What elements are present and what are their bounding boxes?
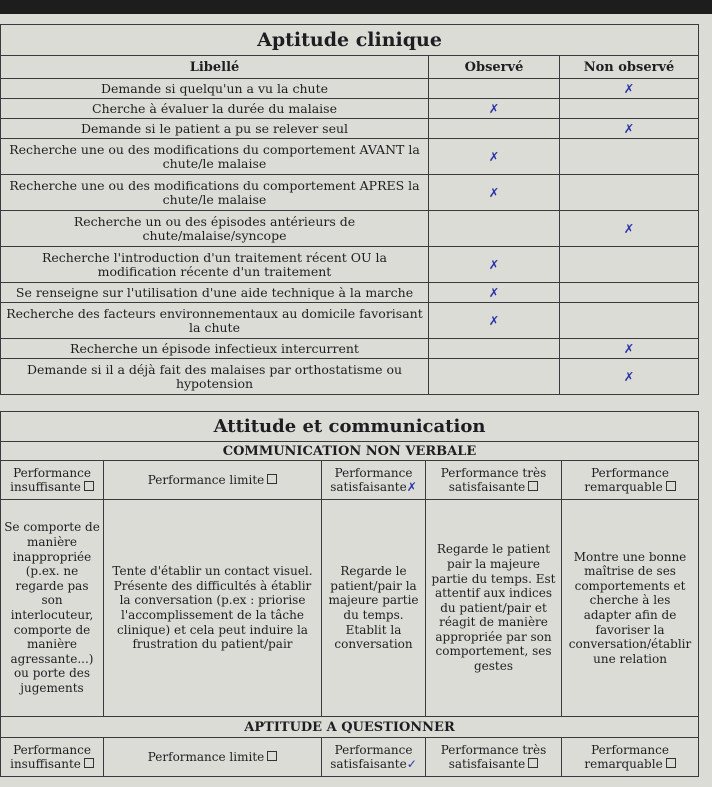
table-row <box>1 99 699 119</box>
table-row <box>1 79 699 99</box>
row-label: Recherche des facteurs environnementaux au domicile favorisant la chute <box>1 303 429 339</box>
non-observe-cell[interactable]: ✗ <box>560 119 699 139</box>
non-observe-cell[interactable]: ✗ <box>560 339 699 359</box>
section-nonverbale: COMMUNICATION NON VERBALE <box>1 442 699 461</box>
observe-cell[interactable]: ✗ <box>429 99 560 119</box>
descriptions-row <box>1 500 699 717</box>
level-label: Performance remarquable <box>584 466 669 494</box>
checkbox[interactable] <box>267 751 277 761</box>
observe-cell[interactable]: ✗ <box>429 175 560 211</box>
row-label: Recherche un ou des épisodes antérieurs de chute/malaise/syncope <box>1 211 429 247</box>
level-label: Performance insuffisante <box>10 743 91 771</box>
col-libelle: Libellé <box>1 56 429 79</box>
row-label: Recherche une ou des modifications du comportement APRES la chute/le malaise <box>1 175 429 211</box>
description-cell: Regarde le patient pair la majeure partie du temps. Est attentif aux indices du patient/pair et réagit de manière appropriée par son comportement, ses gestes <box>426 500 562 717</box>
level-label: Performance très satisfaisante <box>440 466 547 494</box>
table-row <box>1 247 699 283</box>
checkbox[interactable] <box>666 758 676 768</box>
evaluation-sheet <box>0 14 712 787</box>
non-observe-cell[interactable] <box>560 303 699 339</box>
non-observe-cell[interactable] <box>560 99 699 119</box>
non-observe-cell[interactable]: ✗ <box>560 359 699 395</box>
table-row <box>1 119 699 139</box>
observe-cell[interactable]: ✗ <box>429 139 560 175</box>
levels2-row <box>1 738 699 777</box>
level-cell[interactable] <box>1 738 104 777</box>
check-mark[interactable]: ✓ <box>406 757 417 771</box>
observe-cell[interactable] <box>429 211 560 247</box>
non-observe-cell[interactable] <box>560 139 699 175</box>
communication-title: Attitude et communication <box>1 412 699 442</box>
checkbox[interactable] <box>528 481 538 491</box>
level-cell[interactable] <box>322 461 426 500</box>
observe-cell[interactable] <box>429 119 560 139</box>
description-cell: Regarde le patient/pair la majeure partie du temps. Etablit la conversation <box>322 500 426 717</box>
non-observe-cell[interactable] <box>560 283 699 303</box>
level-label: Performance satisfaisante <box>330 743 413 771</box>
row-label: Demande si le patient a pu se relever seul <box>1 119 429 139</box>
level-cell[interactable] <box>322 738 426 777</box>
row-label: Demande si il a déjà fait des malaises par orthostatisme ou hypotension <box>1 359 429 395</box>
row-label: Recherche l'introduction d'un traitement récent OU la modification récente d'un traitement <box>1 247 429 283</box>
non-observe-cell[interactable]: ✗ <box>560 211 699 247</box>
level-label: Performance très satisfaisante <box>440 743 547 771</box>
non-observe-cell[interactable] <box>560 247 699 283</box>
level-label: Performance limite <box>147 473 265 487</box>
observe-cell[interactable]: ✗ <box>429 283 560 303</box>
table-row <box>1 283 699 303</box>
checkbox[interactable] <box>528 758 538 768</box>
observe-cell[interactable] <box>429 339 560 359</box>
description-cell: Se comporte de manière inappropriée (p.ex. ne regarde pas son interlocuteur, comporte de manière agressante...) ou porte des jugements <box>1 500 104 717</box>
level-cell[interactable] <box>104 461 322 500</box>
table-row <box>1 359 699 395</box>
level-cell[interactable] <box>104 738 322 777</box>
level-label: Performance remarquable <box>584 743 669 771</box>
non-observe-cell[interactable] <box>560 175 699 211</box>
table-row <box>1 339 699 359</box>
row-label: Se renseigne sur l'utilisation d'une aide technique à la marche <box>1 283 429 303</box>
check-mark[interactable]: ✗ <box>406 480 417 494</box>
section-questionner: APTITUDE A QUESTIONNER <box>1 717 699 738</box>
description-cell: Montre une bonne maîtrise de ses comportements et cherche à les adapter afin de favoriser la conversation/établir une relation <box>562 500 699 717</box>
table-row <box>1 175 699 211</box>
checkbox[interactable] <box>666 481 676 491</box>
level-cell[interactable] <box>426 738 562 777</box>
table-row <box>1 211 699 247</box>
aptitude-clinique-table <box>0 24 699 395</box>
observe-cell[interactable] <box>429 359 560 395</box>
level-cell[interactable] <box>562 461 699 500</box>
levels-row <box>1 461 699 500</box>
row-label: Cherche à évaluer la durée du malaise <box>1 99 429 119</box>
observe-cell[interactable] <box>429 79 560 99</box>
row-label: Recherche une ou des modifications du comportement AVANT la chute/le malaise <box>1 139 429 175</box>
checkbox[interactable] <box>84 758 94 768</box>
checkbox[interactable] <box>84 481 94 491</box>
level-label: Performance limite <box>147 750 265 764</box>
level-cell[interactable] <box>426 461 562 500</box>
checkbox[interactable] <box>267 474 277 484</box>
level-cell[interactable] <box>1 461 104 500</box>
col-non-observe: Non observé <box>560 56 699 79</box>
table-row <box>1 303 699 339</box>
non-observe-cell[interactable]: ✗ <box>560 79 699 99</box>
observe-cell[interactable]: ✗ <box>429 247 560 283</box>
level-label: Performance insuffisante <box>10 466 91 494</box>
level-cell[interactable] <box>562 738 699 777</box>
table-row <box>1 139 699 175</box>
aptitude-title: Aptitude clinique <box>1 25 699 56</box>
communication-table <box>0 411 699 777</box>
description-cell: Tente d'établir un contact visuel. Présente des difficultés à établir la conversation (p.ex : priorise l'accomplissement de la tâche clinique) et cela peut induire la frustration du patient/pair <box>104 500 322 717</box>
observe-cell[interactable]: ✗ <box>429 303 560 339</box>
row-label: Recherche un épisode infectieux intercurrent <box>1 339 429 359</box>
col-observe: Observé <box>429 56 560 79</box>
row-label: Demande si quelqu'un a vu la chute <box>1 79 429 99</box>
level-label: Performance satisfaisante <box>330 466 413 494</box>
